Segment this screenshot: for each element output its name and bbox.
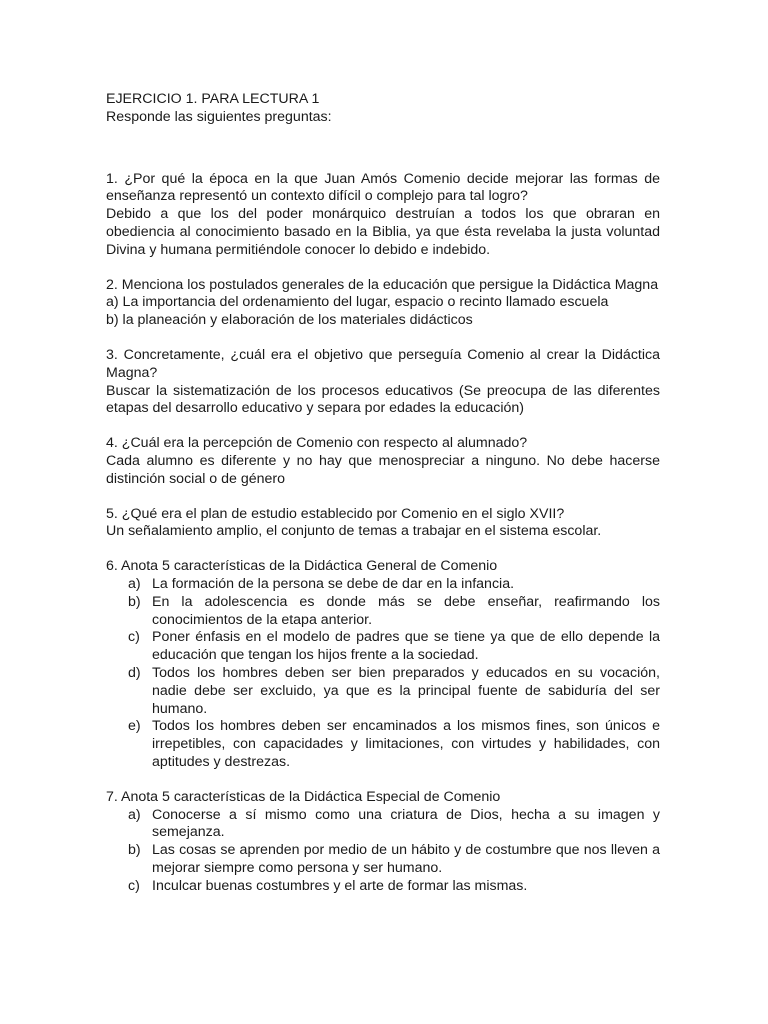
list-item-text: Todos los hombres deben ser bien preparados y educados en su vocación, nadie debe ser excluido, ya que es la principal fuente de sabiduría del ser humano. xyxy=(152,664,660,717)
question-2: 2. Menciona los postulados generales de la educación que persigue la Didáctica Magna xyxy=(106,276,659,293)
list-item xyxy=(106,594,660,630)
list-item-text: En la adolescencia es donde más se debe enseñar, reafirmando los conocimientos de la etapa anterior. xyxy=(152,593,660,628)
list-marker: a) xyxy=(128,575,141,592)
document-header xyxy=(106,91,660,127)
list-item xyxy=(106,842,660,878)
question-1-block xyxy=(106,171,660,260)
question-1: 1. ¿Por qué la época en la que Juan Amós Comenio decide mejorar las formas de enseñanza representó un contexto difícil o complejo para tal logro? xyxy=(106,170,660,205)
question-7-block xyxy=(106,789,660,896)
answer-1: Debido a que los del poder monárquico destruían a todos los que obraran en obediencia al conocimiento basado en la Biblia, ya que ésta revelaba la justa voluntad Divina y humana permitiéndole conocer lo debido e indebido. xyxy=(106,206,660,258)
list-item-text: Todos los hombres deben ser encaminados a los mismos fines, son únicos e irrepetibles, con capacidades y limitaciones, con virtudes y habilidades, con aptitudes y destrezas. xyxy=(152,718,660,770)
answer-3: Buscar la sistematización de los procesos educativos (Se preocupa de las diferentes etapas del desarrollo educativo y separa por edades la educación) xyxy=(106,382,660,417)
answer-4: Cada alumno es diferente y no hay que menospreciar a ninguno. No debe hacerse distinción social o de género xyxy=(106,452,660,487)
question-5-block xyxy=(106,506,660,542)
list-marker: e) xyxy=(128,718,141,735)
list-item-text: Poner énfasis en el modelo de padres que se tiene ya que de ello depende la educación que tengan los hijos frente a la sociedad. xyxy=(152,629,660,664)
list-item xyxy=(106,718,660,771)
answer-2b: b) la planeación y elaboración de los materiales didácticos xyxy=(106,312,473,329)
exercise-title: EJERCICIO 1. PARA LECTURA 1 xyxy=(106,91,320,107)
answer-5: Un señalamiento amplio, el conjunto de temas a trabajar en el sistema escolar. xyxy=(106,523,602,540)
list-marker: d) xyxy=(128,664,141,681)
question-4-block xyxy=(106,435,660,488)
list-item xyxy=(106,878,660,896)
list-item xyxy=(106,629,660,665)
list-marker: c) xyxy=(128,629,140,646)
list-item-text: Las cosas se aprenden por medio de un hábito y de costumbre que nos lleven a mejorar siempre como persona y ser humano. xyxy=(152,842,660,876)
question-4: 4. ¿Cuál era la percepción de Comenio con respecto al alumnado? xyxy=(106,435,528,452)
list-marker: b) xyxy=(128,593,141,610)
list-item xyxy=(106,576,660,594)
question-5: 5. ¿Qué era el plan de estudio establecido por Comenio en el siglo XVII? xyxy=(106,505,565,522)
instructions: Responde las siguientes preguntas: xyxy=(106,108,332,125)
list-item-text: La formación de la persona se debe de dar en la infancia. xyxy=(152,575,515,592)
question-3: 3. Concretamente, ¿cuál era el objetivo que perseguía Comenio al crear la Didáctica Magna? xyxy=(106,346,660,381)
list-marker: a) xyxy=(128,806,141,823)
list-item xyxy=(106,807,660,843)
answer-7-list xyxy=(106,807,660,896)
question-6: 6. Anota 5 características de la Didáctica General de Comenio xyxy=(106,558,498,575)
list-item-text: Conocerse a sí mismo como una criatura de Dios, hecha a su imagen y semejanza. xyxy=(152,806,660,841)
answer-2a: a) La importancia del ordenamiento del lugar, espacio o recinto llamado escuela xyxy=(106,294,609,311)
list-item xyxy=(106,665,660,718)
question-3-block xyxy=(106,347,660,418)
spacer xyxy=(106,127,660,171)
list-marker: b) xyxy=(128,842,141,859)
question-7: 7. Anota 5 características de la Didáctica Especial de Comenio xyxy=(106,788,501,805)
list-item-text: Inculcar buenas costumbres y el arte de formar las mismas. xyxy=(152,877,528,894)
document-page xyxy=(106,91,660,912)
answer-6-list xyxy=(106,576,660,772)
list-marker: c) xyxy=(128,877,140,894)
question-2-block xyxy=(106,277,660,330)
question-6-block xyxy=(106,558,660,772)
